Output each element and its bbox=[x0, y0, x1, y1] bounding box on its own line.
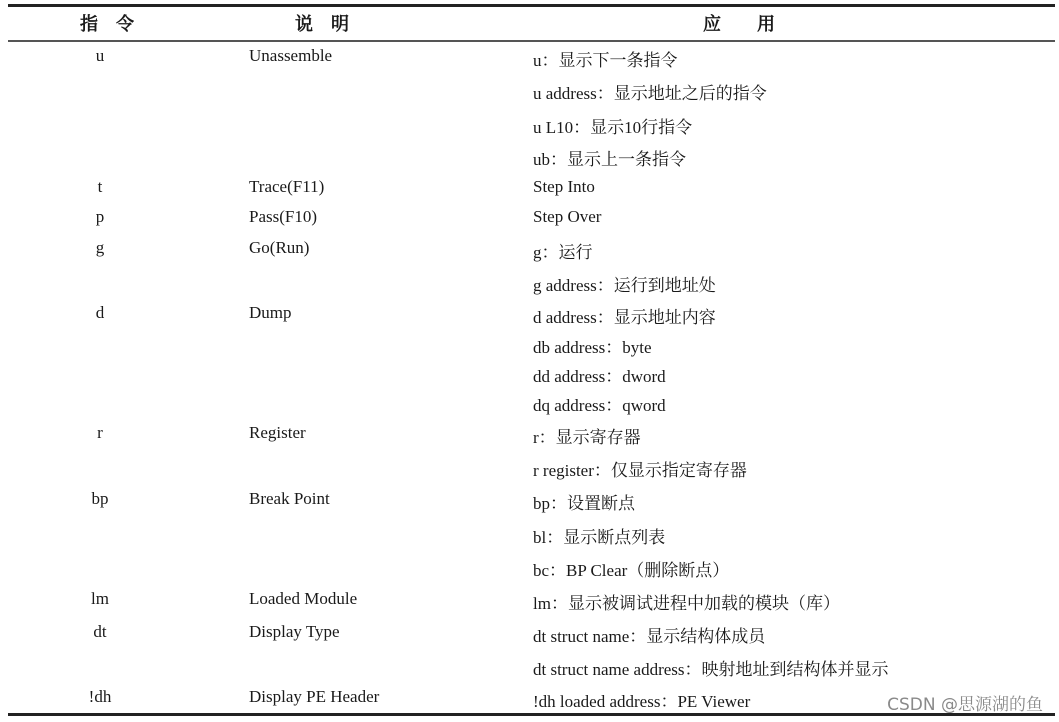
usage-cell: ub：显示上一条指令 bbox=[533, 150, 686, 169]
header-command: 指 令 bbox=[80, 14, 134, 34]
table-row bbox=[0, 622, 1059, 652]
usage-cell: dt struct name：显示结构体成员 bbox=[533, 627, 766, 646]
table-row bbox=[0, 362, 1059, 392]
table-row bbox=[0, 523, 1059, 553]
usage-cell: g：运行 bbox=[533, 243, 593, 262]
table-row bbox=[0, 391, 1059, 421]
table-row bbox=[0, 489, 1059, 519]
table-row bbox=[0, 589, 1059, 619]
usage-cell: Step Into bbox=[533, 177, 595, 196]
description-cell: Dump bbox=[249, 303, 292, 322]
description-cell: Trace(F11) bbox=[249, 177, 325, 196]
description-cell: Display PE Header bbox=[249, 687, 380, 706]
usage-cell: dt struct name address：映射地址到结构体并显示 bbox=[533, 660, 889, 679]
table-row bbox=[0, 271, 1059, 301]
usage-cell: bc：BP Clear（删除断点） bbox=[533, 561, 730, 580]
description-cell: Register bbox=[249, 423, 306, 442]
table-row bbox=[0, 456, 1059, 486]
description-cell: Display Type bbox=[249, 622, 340, 641]
description-cell: Break Point bbox=[249, 489, 330, 508]
usage-cell: lm：显示被调试进程中加载的模块（库） bbox=[533, 594, 840, 613]
table-row bbox=[0, 79, 1059, 109]
usage-cell: g address：运行到地址处 bbox=[533, 276, 716, 295]
command-cell: t bbox=[97, 177, 103, 196]
command-cell: g bbox=[95, 238, 105, 257]
command-cell: dt bbox=[93, 622, 107, 641]
command-cell: p bbox=[95, 207, 105, 226]
usage-cell: u：显示下一条指令 bbox=[533, 51, 678, 70]
command-cell: lm bbox=[91, 589, 109, 608]
command-cell: bp bbox=[91, 489, 109, 508]
usage-cell: dq address：qword bbox=[533, 396, 666, 415]
table-row bbox=[0, 303, 1059, 333]
table-row bbox=[0, 207, 1059, 237]
command-cell: u bbox=[95, 46, 105, 65]
table-row bbox=[0, 556, 1059, 586]
usage-cell: db address：byte bbox=[533, 338, 652, 357]
table-row bbox=[0, 113, 1059, 143]
usage-cell: r：显示寄存器 bbox=[533, 428, 641, 447]
table-row bbox=[0, 238, 1059, 268]
usage-cell: dd address：dword bbox=[533, 367, 666, 386]
usage-cell: d address：显示地址内容 bbox=[533, 308, 716, 327]
command-cell: r bbox=[97, 423, 103, 442]
header-description: 说 明 bbox=[295, 14, 349, 34]
usage-cell: u address：显示地址之后的指令 bbox=[533, 84, 767, 103]
description-cell: Unassemble bbox=[249, 46, 333, 65]
table-top-rule bbox=[8, 4, 1055, 7]
usage-cell: bl：显示断点列表 bbox=[533, 528, 666, 547]
usage-cell: bp：设置断点 bbox=[533, 494, 635, 513]
header-rule bbox=[8, 40, 1055, 42]
table-row bbox=[0, 333, 1059, 363]
header-usage: 应 用 bbox=[703, 14, 775, 34]
usage-cell: u L10：显示10行指令 bbox=[533, 118, 693, 137]
table-row bbox=[0, 177, 1059, 207]
description-cell: Loaded Module bbox=[249, 589, 358, 608]
command-cell: !dh bbox=[88, 687, 112, 706]
watermark: CSDN @思源湖的鱼 bbox=[887, 695, 1043, 715]
table-row bbox=[0, 423, 1059, 453]
usage-cell: !dh loaded address：PE Viewer bbox=[533, 692, 751, 711]
table-row bbox=[0, 655, 1059, 685]
description-cell: Pass(F10) bbox=[249, 207, 318, 226]
table-row bbox=[0, 46, 1059, 76]
table-row bbox=[0, 145, 1059, 175]
command-cell: d bbox=[95, 303, 105, 322]
usage-cell: Step Over bbox=[533, 207, 602, 226]
usage-cell: r register：仅显示指定寄存器 bbox=[533, 461, 747, 480]
description-cell: Go(Run) bbox=[249, 238, 310, 257]
